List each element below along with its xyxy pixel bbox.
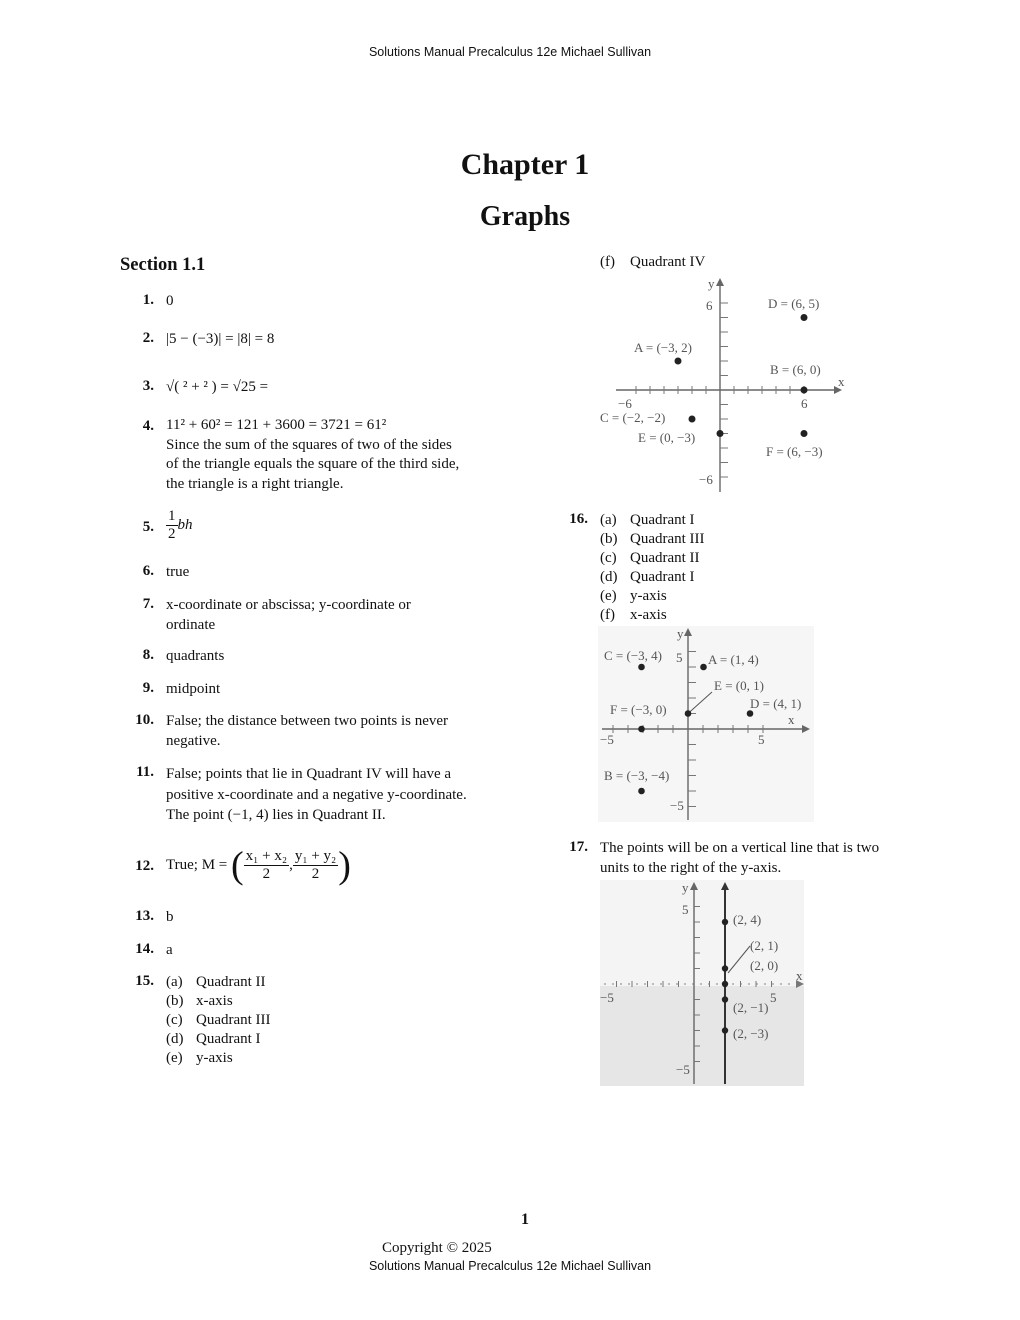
answer-text: a (166, 942, 173, 958)
answer-equation: 11² + 60² = 121 + 3600 = 3721 = 61² (166, 417, 387, 433)
answer-number: 6. (142, 563, 154, 579)
fraction: $\frac{1}{2}$ (168, 508, 176, 542)
copyright: Copyright © 2025 (382, 1240, 492, 1256)
answer-number: 17. (569, 839, 588, 855)
x-tick-label: −5 (600, 732, 614, 747)
point-a (675, 358, 682, 365)
answer-text: quadrants (166, 648, 225, 664)
fraction: $\frac{\text{y₁ + y₂}}{2}$ (294, 848, 337, 883)
answer-line: Since the sum of the squares of two of the sides (166, 436, 452, 453)
point-b (801, 387, 808, 394)
chapter-subtitle: Graphs (479, 201, 571, 232)
answer-block: False; the distance between two points is never negative. (166, 713, 449, 749)
point-a (700, 664, 707, 671)
point-label-d: D = (4, 1) (750, 696, 802, 711)
coordinate-graph-15 (598, 276, 846, 496)
x-tick-label: 5 (770, 990, 777, 1005)
y-tick-label: −5 (670, 798, 684, 813)
answer-equation: $\frac{1}{2}$ bh (168, 508, 193, 542)
point-c (689, 416, 696, 423)
running-footer: Solutions Manual Precalculus 12e Michael Sullivan (368, 1259, 652, 1273)
point-2-neg3 (722, 1027, 728, 1033)
answer-list: (a) Quadrant I (b) Quadrant III (c) Quadrant II (d) Quadrant I (e) y-axis (f) x-axis (600, 512, 705, 623)
point-2-0 (722, 981, 728, 987)
point-label-e: E = (0, 1) (714, 678, 764, 693)
answer-number: 15. (135, 973, 154, 989)
point-label-b: B = (−3, −4) (604, 768, 670, 783)
answer-block (166, 416, 459, 494)
answer-number: 8. (142, 647, 154, 663)
point-f (638, 726, 645, 733)
y-axis-label: y (708, 276, 715, 291)
x-tick-label: 6 (801, 396, 808, 411)
section-heading: Section 1.1 (120, 255, 206, 275)
answer-number: 14. (135, 941, 154, 957)
answer-number: 4. (142, 418, 154, 434)
y-tick-label: 5 (676, 650, 683, 665)
answer-number: 11. (136, 764, 154, 780)
answer-number: 12. (135, 858, 154, 874)
point-2-1 (722, 965, 728, 971)
point-c (638, 664, 645, 671)
answer-block: False; points that lie in Quadrant IV will have a positive x-coordinate and a negative y-coordinate. The point (−1, 4) lies in Quadrant II. (166, 766, 467, 823)
point-label: (2, 0) (750, 958, 779, 973)
answer-text: midpoint (166, 681, 221, 697)
point-label: (2, −1) (733, 1000, 769, 1015)
answer-number: 1. (142, 292, 154, 308)
point-d (747, 710, 754, 717)
point-2-4 (722, 919, 728, 925)
point-label: (2, 4) (733, 912, 762, 927)
answer-line: of the triangle equals the square of the third side, (166, 456, 460, 472)
point-label-b: B = (6, 0) (770, 362, 821, 377)
page-number: 1 (521, 1211, 529, 1228)
y-axis-label: y (682, 880, 689, 895)
chapter-title: Chapter 1 (460, 148, 590, 181)
point-label: (2, 1) (750, 938, 779, 953)
x-tick-label: −5 (600, 990, 614, 1005)
answer-equation: True; M = ( $\frac{\text{x₁ + x₂}}{2}$ , $\frac{\text{y₁ + y₂}}{2}$ ) (166, 844, 351, 887)
point-d (801, 314, 808, 321)
answer-number: 16. (569, 511, 588, 527)
point-label-f: F = (6, −3) (766, 444, 823, 459)
y-tick-label: −6 (699, 472, 713, 487)
point-f (801, 430, 808, 437)
point-label-c: C = (−2, −2) (600, 410, 666, 425)
coordinate-graph-17 (600, 880, 804, 1086)
running-header: Solutions Manual Precalculus 12e Michael Sullivan (368, 45, 652, 59)
y-tick-label: 6 (706, 298, 713, 313)
point-label-d: D = (6, 5) (768, 296, 820, 311)
y-tick-label: −5 (676, 1062, 690, 1077)
point-e (717, 430, 724, 437)
answer-equation: |5 − (−3)| = |8| = 8 (166, 331, 275, 347)
answer-number: 13. (135, 908, 154, 924)
coordinate-graph-16 (598, 626, 814, 822)
answer-block: The points will be on a vertical line that is two units to the right of the y-axis. (600, 840, 880, 876)
point-label-e: E = (0, −3) (638, 430, 696, 445)
answer-number: 9. (142, 680, 154, 696)
answer-equation: √( ² + ² ) = √25 = (166, 379, 269, 395)
answer-list-item: (f) Quadrant IV (600, 254, 706, 270)
x-axis-label: x (838, 374, 845, 389)
point-label-c: C = (−3, 4) (604, 648, 662, 663)
x-tick-label: −6 (618, 396, 632, 411)
fraction: $\frac{\text{x₁ + x₂}}{2}$ (245, 848, 288, 883)
y-axis-label: y (677, 626, 684, 641)
answer-number: 7. (142, 596, 154, 612)
x-axis-label: x (788, 712, 795, 727)
answer-list: (a) Quadrant II (b) x-axis (c) Quadrant III (d) Quadrant I (e) y-axis (166, 974, 271, 1066)
point-b (638, 788, 645, 795)
x-axis-label: x (796, 968, 803, 983)
x-tick-label: 5 (758, 732, 765, 747)
answer-text: b (166, 909, 174, 925)
point-label-a: A = (−3, 2) (634, 340, 692, 355)
answer-number: 3. (142, 378, 154, 394)
answer-text: 0 (166, 293, 174, 309)
point-e (685, 710, 692, 717)
answer-text: true (166, 564, 190, 580)
answer-block: x-coordinate or abscissa; y-coordinate or ordinate (166, 597, 411, 633)
point-label-f: F = (−3, 0) (610, 702, 667, 717)
answer-number: 2. (142, 330, 154, 346)
point-label: (2, −3) (733, 1026, 769, 1041)
point-2-neg1 (722, 996, 728, 1002)
y-tick-label: 5 (682, 902, 689, 917)
point-label-a: A = (1, 4) (708, 652, 759, 667)
answer-number: 5. (142, 519, 154, 535)
answer-number: 10. (135, 712, 154, 728)
answer-line: the triangle is a right triangle. (166, 475, 344, 492)
